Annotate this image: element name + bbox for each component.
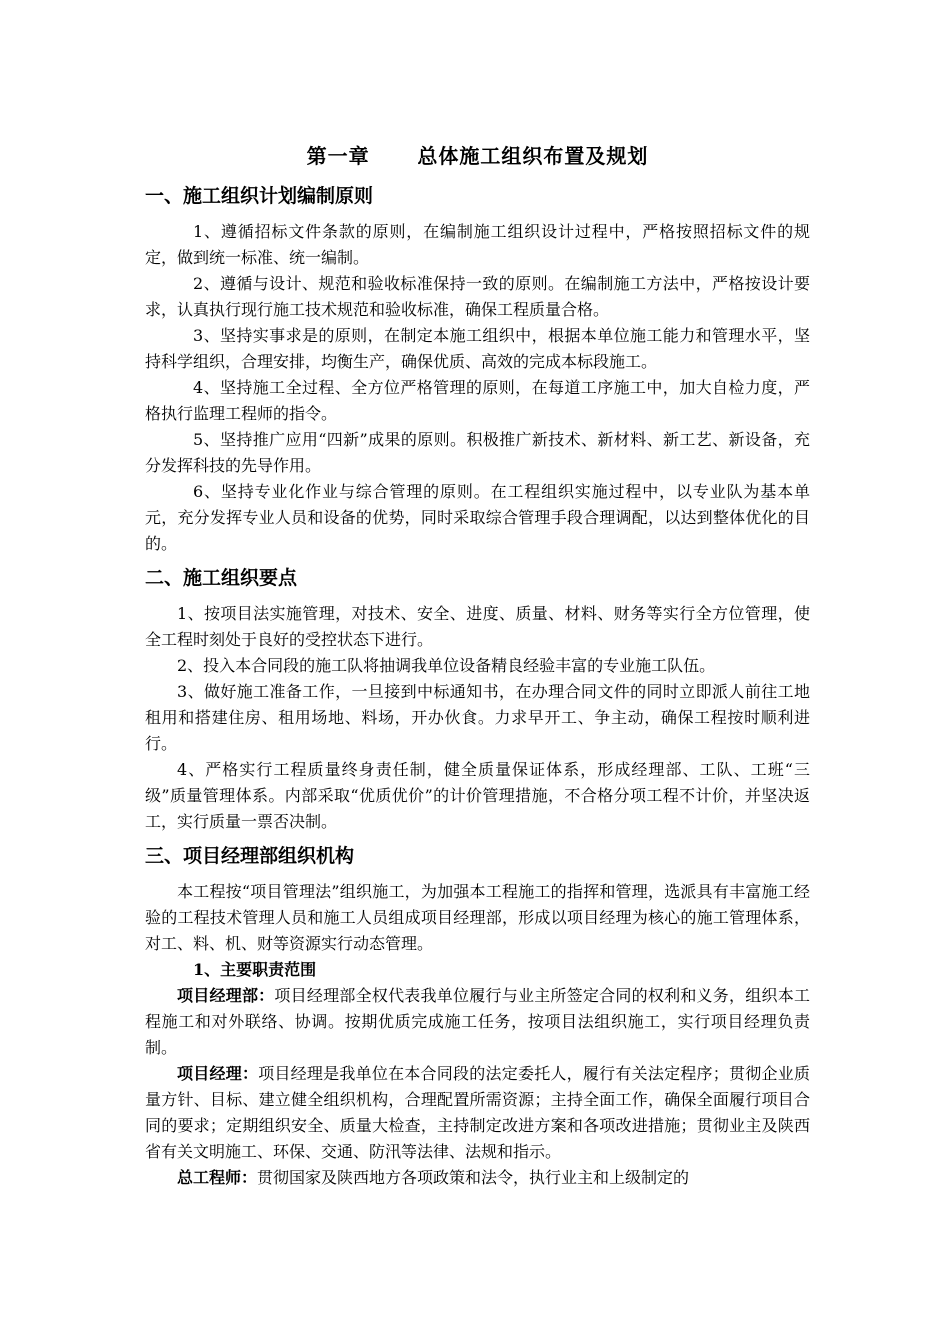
- paragraph: 5、坚持推广应用“四新”成果的原则。积极推广新技术、新材料、新工艺、新设备，充分发挥科技的先导作用。: [145, 430, 810, 475]
- paragraph: 2、遵循与设计、规范和验收标准保持一致的原则。在编制施工方法中，严格按设计要求，认真执行现行施工技术规范和验收标准，确保工程质量合格。: [145, 274, 810, 319]
- paragraph: 1、按项目法实施管理，对技术、安全、进度、质量、材料、财务等实行全方位管理，使全工程时刻处于良好的受控状态下进行。: [145, 604, 810, 649]
- role-title: 项目经理部：: [177, 986, 275, 1005]
- paragraph: 6、坚持专业化作业与综合管理的原则。在工程组织实施过程中，以专业队为基本单元，充分发挥专业人员和设备的优势，同时采取综合管理手段合理调配，以达到整体优化的目的。: [145, 482, 810, 553]
- role-text: 项目经理是我单位在本合同段的法定委托人，履行有关法定程序；贯彻企业质量方针、目标、建立健全组织机构，合理配置所需资源；主持全面工作，确保全面履行项目合同的要求；定期组织安全、质量大检查，主持制定改进方案和各项改进措施；贯彻业主及陕西省有关文明施工、环保、交通、防汛等法律、法规和指示。: [145, 1064, 810, 1161]
- role-text: 项目经理部全权代表我单位履行与业主所签定合同的权利和义务，组织本工程施工和对外联络、协调。按期优质完成施工任务，按项目法组织施工，实行项目经理负责制。: [145, 986, 810, 1057]
- role-paragraph: [145, 983, 810, 1061]
- paragraph: 3、坚持实事求是的原则，在制定本施工组织中，根据本单位施工能力和管理水平，坚持科学组织，合理安排，均衡生产，确保优质、高效的完成本标段施工。: [145, 326, 810, 371]
- role-title: 项目经理：: [177, 1064, 259, 1083]
- section-organization: [145, 843, 810, 1191]
- paragraph: 4、坚持施工全过程、全方位严格管理的原则，在每道工序施工中，加大自检力度，严格执行监理工程师的指令。: [145, 378, 810, 423]
- section-key-points: [145, 565, 810, 835]
- section-heading: 一、施工组织计划编制原则: [145, 185, 374, 207]
- paragraph: 4、严格实行工程质量终身责任制，健全质量保证体系，形成经理部、工队、工班“三级”质量管理体系。内部采取“优质优价”的计价管理措施，不合格分项工程不计价，并坚决返工，实行质量一票否决制。: [145, 760, 810, 831]
- paragraph: 3、做好施工准备工作，一旦接到中标通知书，在办理合同文件的同时立即派人前往工地租用和搭建住房、租用场地、料场，开办伙食。力求早开工、争主动，确保工程按时顺利进行。: [145, 682, 810, 753]
- role-title: 总工程师：: [177, 1168, 258, 1187]
- document-page: [145, 130, 810, 1191]
- role-paragraph: [145, 1165, 810, 1191]
- sub-heading: 1、主要职责范围: [193, 960, 317, 979]
- role-paragraph: [145, 1061, 810, 1165]
- chapter-title: 第一章 总体施工组织布置及规划: [306, 144, 649, 168]
- paragraph: 2、投入本合同段的施工队将抽调我单位设备精良经验丰富的专业施工队伍。: [177, 656, 716, 675]
- paragraph: 1、遵循招标文件条款的原则，在编制施工组织设计过程中，严格按照招标文件的规定，做到统一标准、统一编制。: [145, 222, 810, 267]
- section-heading: 二、施工组织要点: [145, 567, 298, 589]
- role-text: 贯彻国家及陕西地方各项政策和法令，执行业主和上级制定的: [257, 1168, 690, 1187]
- paragraph: 本工程按“项目管理法”组织施工，为加强本工程施工的指挥和管理，选派具有丰富施工经验的工程技术管理人员和施工人员组成项目经理部，形成以项目经理为核心的施工管理体系，对工、料、机、财等资源实行动态管理。: [145, 882, 810, 953]
- section-principles: [145, 183, 810, 557]
- section-heading: 三、项目经理部组织机构: [145, 845, 355, 867]
